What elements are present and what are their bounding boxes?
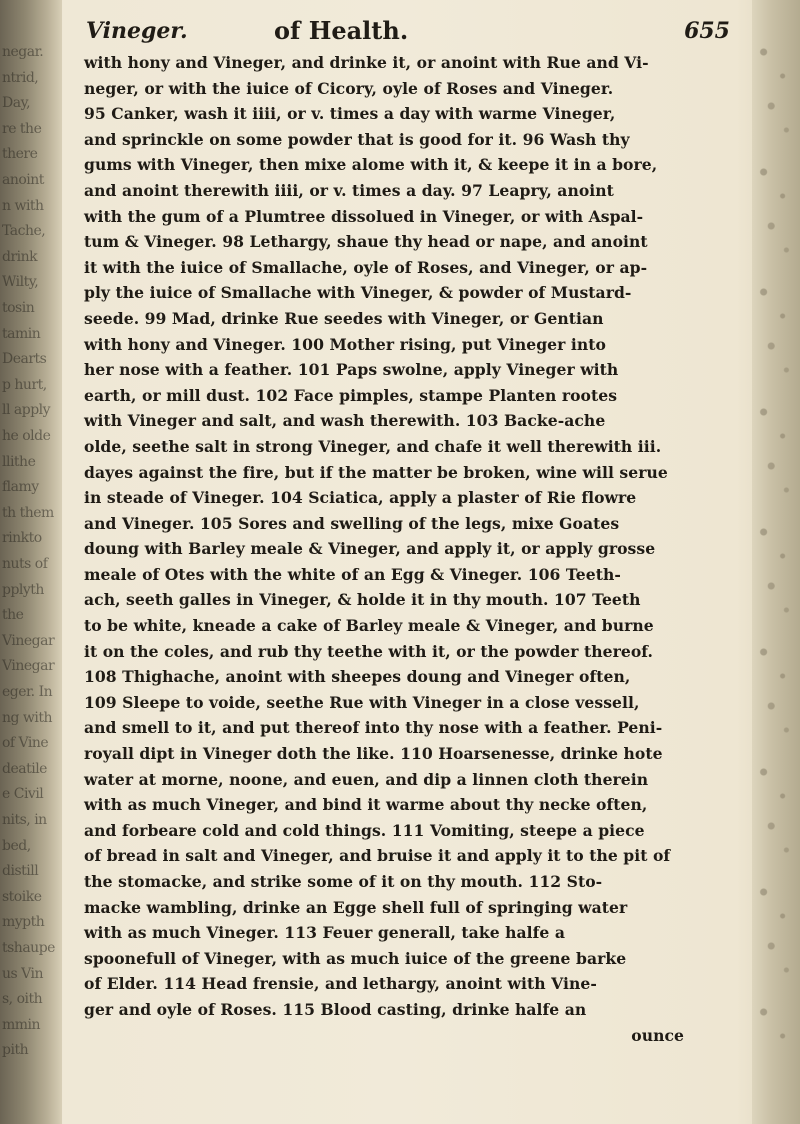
text-line: with as much Vineger. 113 Feuer generall, take halfe a [84, 923, 566, 943]
text-line: with the gum of a Plumtree dissolued in Vineger, or with Aspal- [84, 206, 644, 226]
bleed-fragment: s, oith [2, 991, 43, 1008]
text-line: olde, seethe salt in strong Vineger, and chafe it well therewith iii. [84, 436, 662, 456]
bleed-fragment: Day, [2, 95, 31, 112]
bleed-fragment: th them [2, 504, 54, 521]
right-page-edge [752, 0, 800, 1124]
text-line: it on the coles, and rub thy teethe with it, or the powder thereof. [84, 641, 653, 661]
bleed-fragment: stoike [2, 888, 42, 905]
facing-page-gutter [0, 0, 62, 1124]
text-line: and smell to it, and put thereof into thy nose with a feather. Peni- [84, 718, 663, 738]
text-line: dayes against the fire, but if the matter be broken, wine will serue [84, 462, 668, 482]
book-page [76, 14, 744, 1104]
bleed-fragment: eger. In [2, 684, 53, 700]
text-line: royall dipt in Vineger doth the like. 110 Hoarsenesse, drinke hote [84, 744, 663, 764]
text-line: ach, seeth galles in Vineger, & holde it in thy mouth. 107 Teeth [84, 590, 641, 610]
text-line: 95 Canker, wash it iiii, or v. times a day with warme Vineger, [84, 104, 616, 124]
text-line: the stomacke, and strike some of it on thy mouth. 112 Sto- [84, 872, 603, 891]
bleed-fragment: ng with [2, 709, 53, 726]
text-line: and sprinckle on some powder that is good for it. 96 Wash thy [84, 129, 630, 149]
text-line: meale of Otes with the white of an Egg & Vineger. 106 Teeth- [84, 564, 621, 584]
text-line: tum & Vineger. 98 Lethargy, shaue thy head or nape, and anoint [84, 232, 648, 252]
bleed-fragment: p hurt, [2, 376, 47, 393]
bleed-fragment: mmin [2, 1016, 41, 1033]
bleed-fragment: the [2, 607, 24, 624]
bleed-fragment: Vinegar [2, 658, 55, 675]
bleed-fragment: there [2, 146, 38, 163]
bleed-fragment: flamy [2, 479, 39, 496]
text-line: seede. 99 Mad, drinke Rue seedes with Vineger, or Gentian [84, 308, 604, 328]
running-head-title: of Health. [274, 16, 409, 45]
bleed-fragment: Vinegar [2, 632, 55, 649]
text-line: of bread in salt and Vineger, and bruise it and apply it to the pit of [84, 846, 671, 866]
text-line: earth, or mill dust. 102 Face pimples, stampe Planten rootes [84, 385, 618, 405]
body-text [76, 50, 744, 1048]
bleed-fragment: Dearts [2, 351, 47, 368]
bleed-fragment: mypth [2, 914, 45, 931]
bleed-fragment: negar. [2, 44, 44, 60]
bleed-fragment: pith [2, 1042, 29, 1059]
bleed-fragment: drink [2, 248, 38, 265]
text-line: to be white, kneade a cake of Barley meale & Vineger, and burne [84, 616, 654, 636]
text-line: and anoint therewith iiii, or v. times a day. 97 Leapry, anoint [84, 180, 614, 200]
text-line: doung with Barley meale & Vineger, and apply it, or apply grosse [84, 539, 656, 559]
bleed-fragment: tosin [2, 300, 35, 316]
bleed-fragment: us Vin [2, 965, 44, 982]
bleed-fragment: distill [2, 863, 39, 880]
text-line: neger, or with the iuice of Cicory, oyle of Roses and Vineger. [84, 78, 614, 98]
bleed-fragment: ntrid, [2, 69, 39, 86]
text-line: and Vineger. 105 Sores and swelling of the legs, mixe Goates [84, 513, 620, 533]
bleed-fragment: rinkto [2, 530, 42, 547]
bleed-fragment: n with [2, 197, 44, 214]
text-line: with hony and Vineger, and drinke it, or anoint with Rue and Vi- [84, 53, 649, 72]
text-line: macke wambling, drinke an Egge shell full of springing water [84, 897, 628, 917]
bleed-fragment: pplyth [2, 581, 44, 598]
bleed-fragment: anoint [2, 172, 44, 188]
bleed-fragment: nuts of [2, 556, 48, 572]
bleed-fragment: bed, [2, 837, 31, 854]
bleed-fragment: e Civil [2, 786, 44, 803]
text-line: gums with Vineger, then mixe alome with it, & keepe it in a bore, [84, 155, 658, 175]
bleed-fragment: he olde [2, 428, 51, 444]
text-line: ger and oyle of Roses. 115 Blood casting, drinke halfe an [84, 999, 587, 1019]
text-line: her nose with a feather. 101 Paps swolne, apply Vineger with [84, 360, 619, 380]
bleed-fragment: tamin [2, 325, 41, 342]
text-line: with as much Vineger, and bind it warme about thy necke often, [84, 795, 648, 815]
page-number: 655 [684, 18, 730, 44]
text-line: ply the iuice of Smallache with Vineger, & powder of Mustard- [84, 283, 632, 303]
text-line: of Elder. 114 Head frensie, and lethargy, anoint with Vine- [84, 974, 597, 994]
bleed-fragment: of Vine [2, 735, 49, 752]
text-line: ounce [631, 1025, 684, 1045]
bleed-fragment: ll apply [2, 402, 51, 419]
text-line: it with the iuice of Smallache, oyle of Roses, and Vineger, or ap- [84, 257, 648, 277]
bleed-fragment: deatile [2, 760, 47, 777]
bleed-fragment: llithe [2, 453, 36, 470]
bleed-fragment: tshaupe [2, 940, 55, 956]
bleed-fragment: Tache, [2, 223, 46, 240]
bleed-fragment: re the [2, 120, 42, 137]
text-line: with hony and Vineger. 100 Mother rising, put Vineger into [84, 334, 606, 354]
paper-texture [756, 40, 794, 1040]
running-head-section: Vineger. [86, 18, 188, 44]
text-line: 108 Thighache, anoint with sheepes doung and Vineger often, [84, 667, 631, 687]
bleed-fragment: nits, in [2, 812, 47, 828]
text-line: spoonefull of Vineger, with as much iuice of the greene barke [84, 948, 627, 968]
running-head [76, 14, 744, 48]
text-line: water at morne, noone, and euen, and dip a linnen cloth therein [84, 769, 649, 789]
text-line: and forbeare cold and cold things. 111 Vomiting, steepe a piece [84, 820, 645, 840]
text-line: 109 Sleepe to voide, seethe Rue with Vineger in a close vessell, [84, 692, 640, 712]
text-line: with Vineger and salt, and wash therewith. 103 Backe-ache [84, 411, 606, 431]
bleed-fragment: Wilty, [2, 274, 39, 291]
text-line: in steade of Vineger. 104 Sciatica, apply a plaster of Rie flowre [84, 488, 637, 508]
